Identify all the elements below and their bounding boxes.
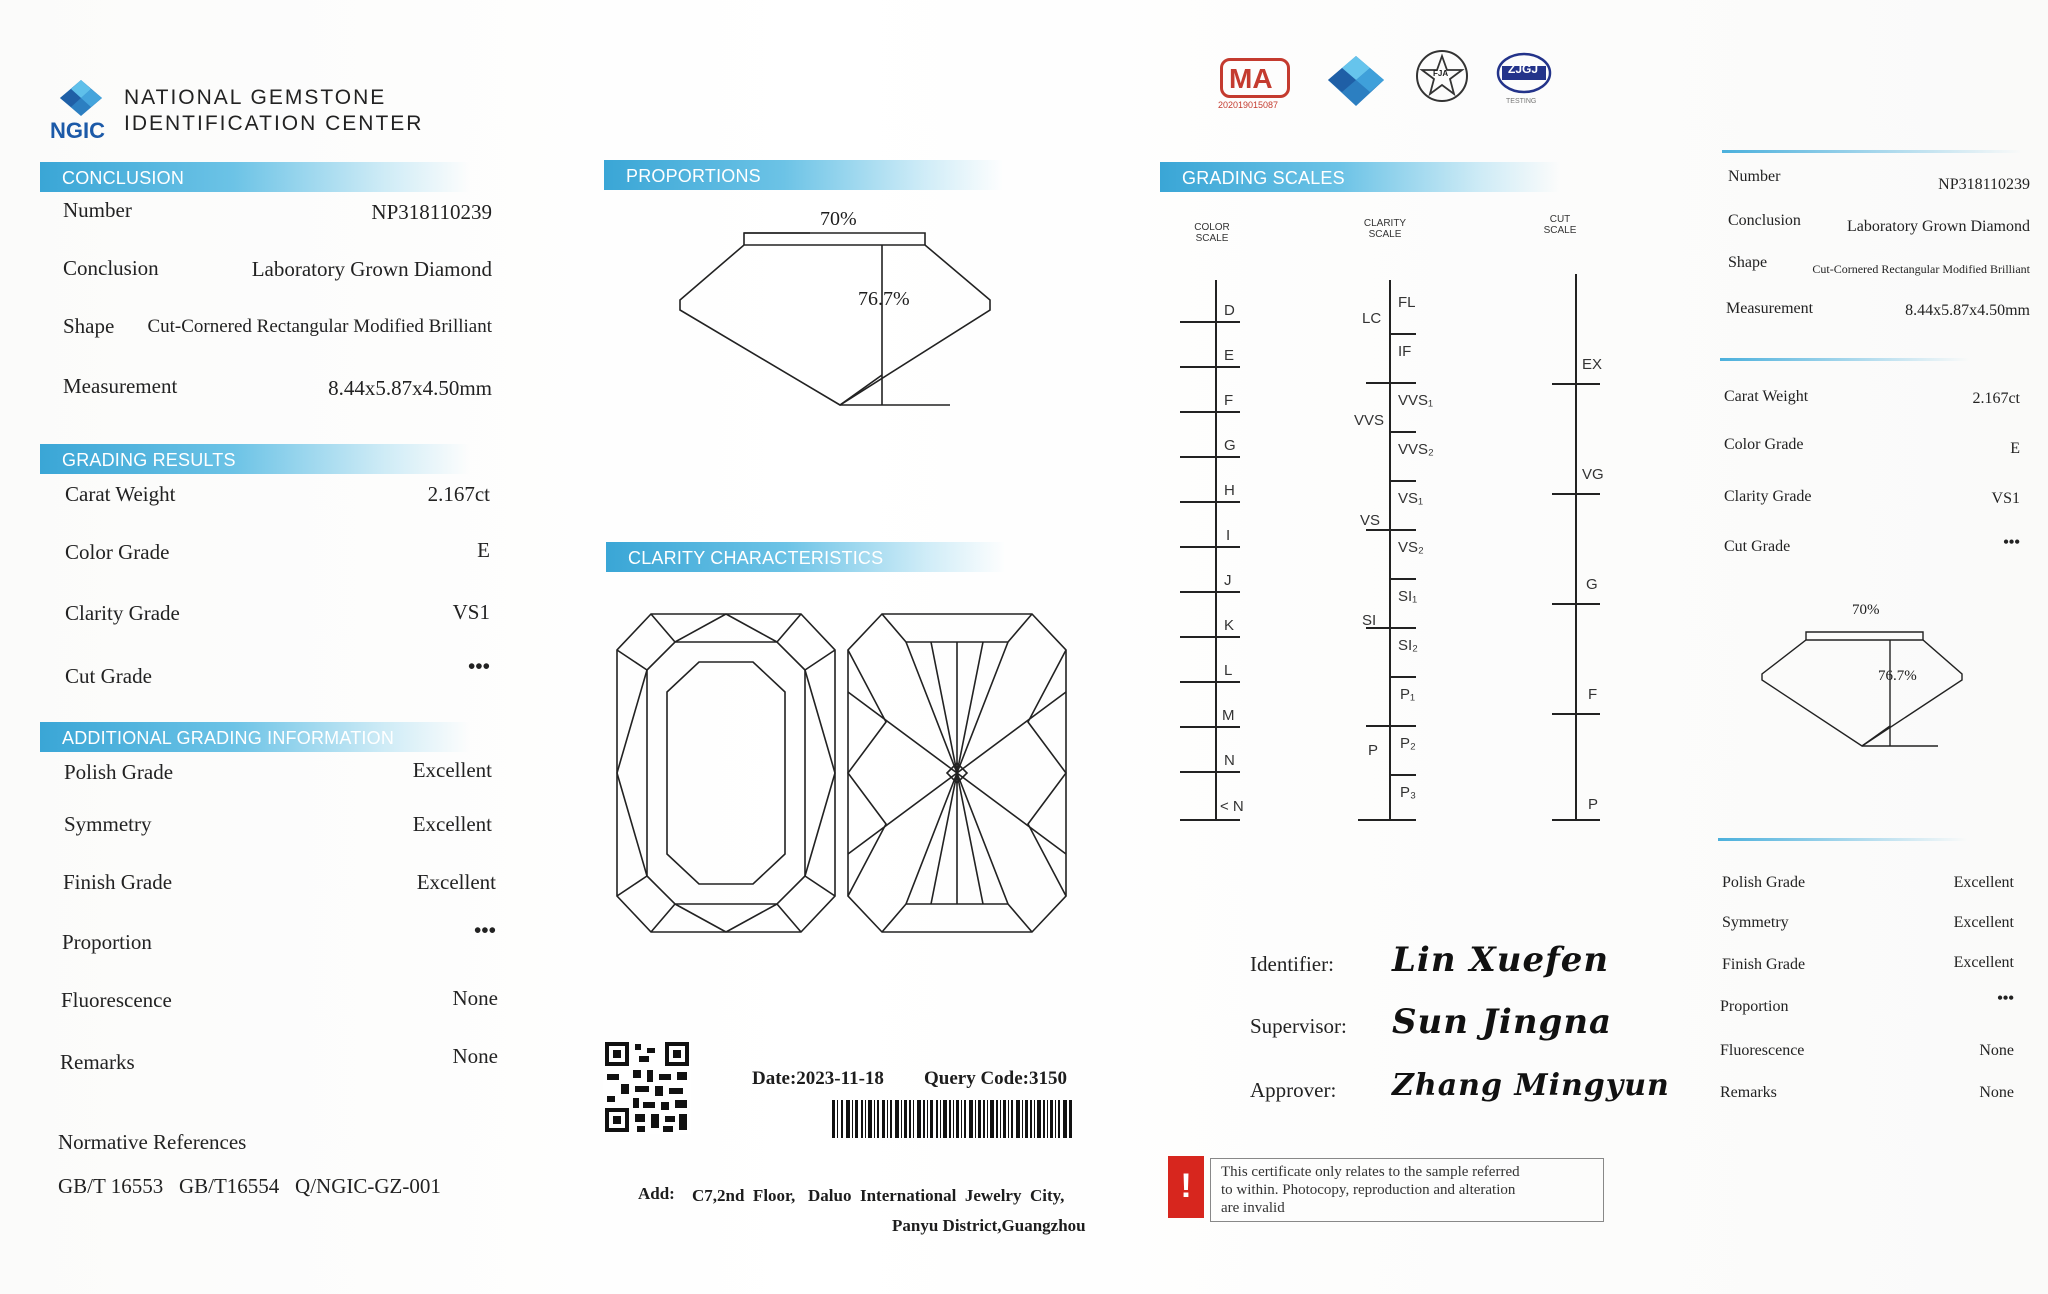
normative-references-label: Normative References xyxy=(58,1130,247,1154)
ngic-logo-text: NGIC xyxy=(50,118,105,143)
clarity-group-vs: VS xyxy=(1360,512,1381,529)
clarity-group-si: SI xyxy=(1362,612,1377,629)
color-scale-g: G xyxy=(1224,437,1236,454)
card-fluorescence-value: None xyxy=(1979,1042,2014,1059)
card-number-value: NP318110239 xyxy=(1938,176,2030,193)
measurement-label: Measurement xyxy=(63,374,178,398)
color-scale-l: L xyxy=(1224,662,1233,679)
card-divider-bottom xyxy=(1718,838,1968,841)
card-finish-label: Finish Grade xyxy=(1722,956,1806,973)
card-clarity-value: VS1 xyxy=(1991,490,2020,507)
clarity-grade-value: VS1 xyxy=(452,600,490,624)
cut-scale-g: G xyxy=(1586,576,1598,593)
carat-weight-value: 2.167ct xyxy=(427,482,490,506)
color-scale-caption-1: COLOR xyxy=(1194,222,1230,233)
card-proportion-label: Proportion xyxy=(1720,998,1789,1015)
query-code: Query Code:3150 xyxy=(924,1068,1068,1089)
color-scale-j: J xyxy=(1224,572,1232,589)
additional-info-header xyxy=(40,722,470,752)
clarity-group-p: P xyxy=(1368,742,1379,759)
conclusion-label: Conclusion xyxy=(63,256,159,280)
color-scale-caption xyxy=(1192,222,1232,244)
card-polish-value: Excellent xyxy=(1953,874,2014,891)
identifier-label: Identifier: xyxy=(1250,952,1334,976)
cut-scale-f: F xyxy=(1588,686,1598,703)
zjgj-sub-text: TESTING xyxy=(1506,98,1537,105)
pavilion-view-diagram xyxy=(846,612,1068,934)
card-symmetry-label: Symmetry xyxy=(1722,914,1789,931)
qr-code-icon xyxy=(603,1040,691,1134)
color-scale-e: E xyxy=(1224,347,1235,364)
org-name-line1: NATIONAL GEMSTONE xyxy=(124,86,387,109)
address-line1: C7,2nd Floor, Daluo International Jewelry City, xyxy=(692,1186,1065,1205)
card-proportion-diagram xyxy=(1758,618,1968,750)
notice-line2: to within. Photocopy, reproduction and alteration xyxy=(1221,1182,1516,1198)
cut-scale-caption xyxy=(1540,214,1580,236)
clarity-scale-vs1: VS₁ xyxy=(1398,490,1424,507)
grading-scales-header xyxy=(1160,162,1560,192)
clarity-scale-if: IF xyxy=(1398,343,1412,360)
shape-label: Shape xyxy=(63,314,115,338)
conclusion-header-label: CONCLUSION xyxy=(62,168,185,188)
org-name-line2: IDENTIFICATION CENTER xyxy=(124,112,424,135)
finish-grade-label: Finish Grade xyxy=(63,870,173,894)
number-value: NP318110239 xyxy=(371,200,492,224)
supervisor-label: Supervisor: xyxy=(1250,1014,1347,1038)
card-number-label: Number xyxy=(1728,168,1781,185)
card-polish-label: Polish Grade xyxy=(1722,874,1806,891)
card-shape-value: Cut-Cornered Rectangular Modified Brilliant xyxy=(1812,262,2030,276)
cut-grade-label: Cut Grade xyxy=(65,664,152,688)
card-shape-label: Shape xyxy=(1728,254,1768,271)
card-fluorescence-label: Fluorescence xyxy=(1720,1042,1805,1059)
card-remarks-value: None xyxy=(1979,1084,2014,1101)
ngic-diamond-logo-icon xyxy=(58,78,104,118)
clarity-scale-caption-2: SCALE xyxy=(1368,229,1402,240)
color-grade-value: E xyxy=(477,538,490,562)
card-conclusion-label: Conclusion xyxy=(1728,212,1801,229)
warning-icon: ! xyxy=(1168,1156,1204,1218)
conclusion-value: Laboratory Grown Diamond xyxy=(251,257,492,281)
grading-scales-ruler xyxy=(1176,270,1616,830)
clarity-scale-p3: P₃ xyxy=(1400,784,1417,801)
fluorescence-value: None xyxy=(452,986,498,1010)
ngic-mark-icon xyxy=(1326,54,1386,108)
card-carat-label: Carat Weight xyxy=(1724,388,1809,405)
clarity-grade-label: Clarity Grade xyxy=(65,601,180,625)
fluorescence-label: Fluorescence xyxy=(61,988,172,1012)
color-scale-caption-2: SCALE xyxy=(1195,233,1229,244)
cut-scale-p: P xyxy=(1588,796,1599,813)
clarity-scale-si2: SI₂ xyxy=(1398,637,1418,654)
clarity-scale-vvs1: VVS₁ xyxy=(1398,392,1434,409)
clarity-scale-caption xyxy=(1360,218,1410,240)
card-color-value: E xyxy=(2010,440,2020,457)
supervisor-signature: Sun Jingna xyxy=(1392,1002,1613,1042)
polish-grade-value: Excellent xyxy=(412,758,492,782)
additional-info-header-label: ADDITIONAL GRADING INFORMATION xyxy=(62,728,395,748)
cut-scale-caption-1: CUT xyxy=(1549,214,1571,225)
measurement-value: 8.44x5.87x4.50mm xyxy=(328,376,492,400)
symmetry-value: Excellent xyxy=(412,812,492,836)
card-symmetry-value: Excellent xyxy=(1953,914,2014,931)
clarity-characteristics-header-label: CLARITY CHARACTERISTICS xyxy=(628,548,884,568)
color-scale-below-n: < N xyxy=(1220,798,1244,815)
color-scale-k: K xyxy=(1224,617,1235,634)
clarity-scale-vs2: VS₂ xyxy=(1398,539,1424,556)
card-remarks-label: Remarks xyxy=(1720,1084,1777,1101)
depth-percent: 76.7% xyxy=(858,288,910,310)
polish-grade-label: Polish Grade xyxy=(64,760,174,784)
cma-logo-text: MA xyxy=(1229,63,1273,94)
number-label: Number xyxy=(63,198,132,222)
clarity-scale-fl: FL xyxy=(1398,294,1416,311)
clarity-scale-vvs2: VVS₂ xyxy=(1398,441,1434,458)
card-divider-top xyxy=(1722,150,2022,153)
card-divider-mid xyxy=(1720,358,1970,361)
cut-grade-value: ••• xyxy=(467,654,490,678)
cut-scale-caption-2: SCALE xyxy=(1543,225,1577,236)
card-depth-percent: 76.7% xyxy=(1878,668,1917,684)
carat-weight-label: Carat Weight xyxy=(65,482,176,506)
crown-view-diagram xyxy=(615,612,837,934)
color-scale-h: H xyxy=(1224,482,1235,499)
card-conclusion-value: Laboratory Grown Diamond xyxy=(1846,218,2030,235)
grading-results-header-label: GRADING RESULTS xyxy=(62,450,236,470)
color-scale-m: M xyxy=(1222,707,1235,724)
shape-value: Cut-Cornered Rectangular Modified Brilliant xyxy=(147,316,492,337)
notice-line1: This certificate only relates to the sample referred xyxy=(1221,1164,1520,1180)
card-cut-value: ••• xyxy=(2003,534,2020,551)
proportion-profile-diagram xyxy=(670,205,1000,410)
card-finish-value: Excellent xyxy=(1953,954,2014,971)
proportion-value: ••• xyxy=(473,918,496,942)
card-measurement-label: Measurement xyxy=(1726,300,1814,317)
address-label: Add: xyxy=(638,1184,675,1203)
remarks-label: Remarks xyxy=(60,1050,135,1074)
card-proportion-value: ••• xyxy=(1997,990,2014,1007)
zjgj-logo-text: ZJGJ xyxy=(1508,62,1539,76)
cut-scale-ex: EX xyxy=(1582,356,1603,373)
grading-results-header xyxy=(40,444,470,474)
clarity-scale-p2: P₂ xyxy=(1400,735,1416,752)
symmetry-label: Symmetry xyxy=(64,812,152,836)
remarks-value: None xyxy=(452,1044,498,1068)
conclusion-header xyxy=(40,162,470,192)
normative-references-value: GB/T 16553 GB/T16554 Q/NGIC-GZ-001 xyxy=(58,1174,441,1198)
grading-scales-header-label: GRADING SCALES xyxy=(1182,168,1345,188)
card-color-label: Color Grade xyxy=(1724,436,1804,453)
card-measurement-value: 8.44x5.87x4.50mm xyxy=(1905,302,2030,319)
color-scale-d: D xyxy=(1224,302,1235,319)
card-cut-label: Cut Grade xyxy=(1724,538,1791,555)
color-scale-f: F xyxy=(1224,392,1234,409)
card-table-percent: 70% xyxy=(1852,602,1880,618)
color-scale-i: I xyxy=(1226,527,1231,544)
issue-date: Date:2023-11-18 xyxy=(752,1068,884,1089)
clarity-group-vvs: VVS xyxy=(1354,412,1385,429)
card-carat-value: 2.167ct xyxy=(1972,390,2020,407)
notice-line3: are invalid xyxy=(1221,1200,1285,1216)
proportions-header-label: PROPORTIONS xyxy=(626,166,761,186)
color-scale-n: N xyxy=(1224,752,1235,769)
approver-signature: Zhang Mingyun xyxy=(1392,1068,1670,1103)
clarity-characteristics-header xyxy=(606,542,1006,572)
cma-number: 202019015087 xyxy=(1218,100,1279,110)
barcode-icon xyxy=(832,1100,1072,1138)
clarity-scale-p1: P₁ xyxy=(1400,686,1416,703)
clarity-scale-si1: SI₁ xyxy=(1398,588,1418,605)
fja-seal-text: FJA xyxy=(1433,69,1449,78)
identifier-signature: Lin Xuefen xyxy=(1392,940,1610,980)
proportions-header xyxy=(604,160,1004,190)
table-percent: 70% xyxy=(820,208,857,230)
proportion-label: Proportion xyxy=(62,930,152,954)
certificate-notice xyxy=(1210,1158,1604,1222)
cma-logo xyxy=(1220,58,1290,98)
address-line2: Panyu District,Guangzhou xyxy=(892,1216,1086,1235)
color-grade-label: Color Grade xyxy=(65,540,170,564)
cut-scale-vg: VG xyxy=(1582,466,1604,483)
card-clarity-label: Clarity Grade xyxy=(1724,488,1812,505)
clarity-group-lc: LC xyxy=(1362,310,1382,327)
approver-label: Approver: xyxy=(1250,1078,1337,1102)
finish-grade-value: Excellent xyxy=(416,870,496,894)
clarity-scale-caption-1: CLARITY xyxy=(1363,218,1407,229)
